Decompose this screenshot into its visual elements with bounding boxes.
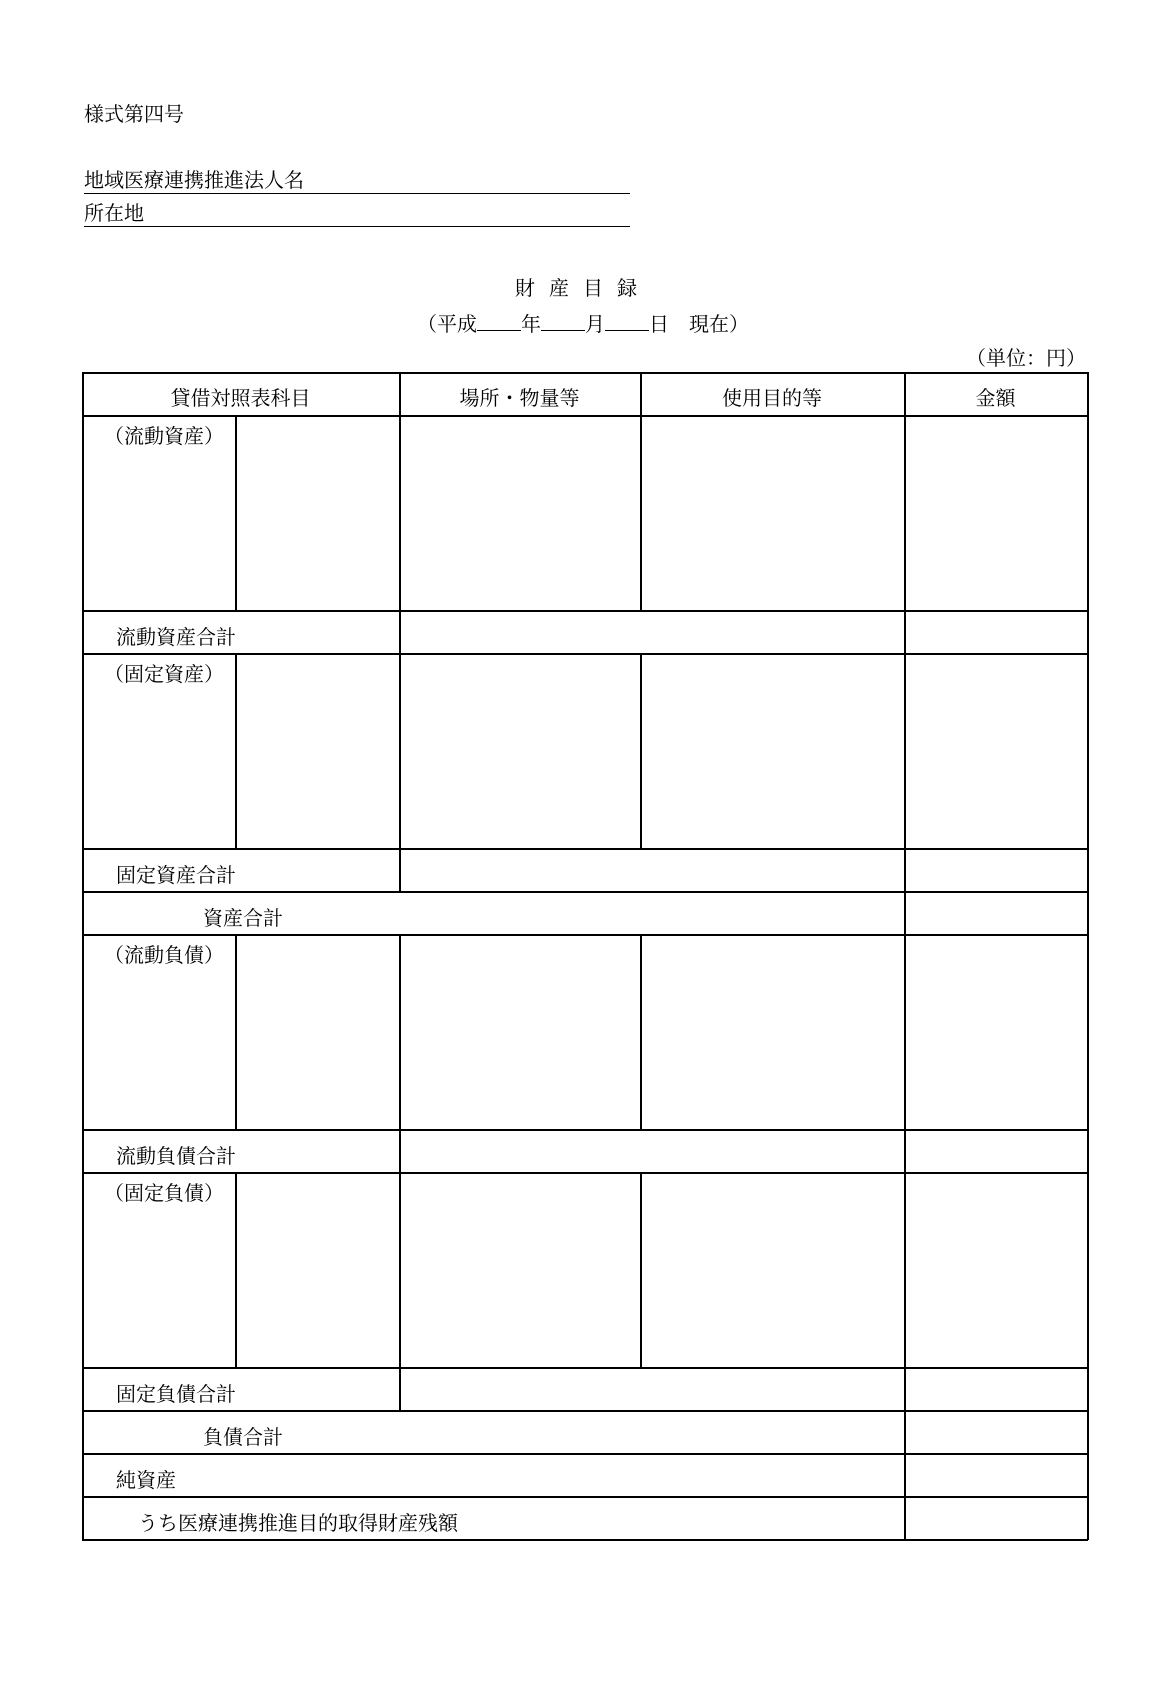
row-current-liabilities-total: 流動負債合計	[116, 1144, 236, 1168]
table-rule	[399, 934, 401, 1410]
table-rule	[235, 934, 237, 1129]
day-label: 日 現在）	[649, 312, 749, 336]
table-rule	[904, 372, 906, 1540]
table-rule	[640, 653, 642, 848]
month-label: 月	[585, 312, 605, 336]
date-open: （平成	[417, 312, 477, 336]
row-net-assets: 純資産	[116, 1468, 176, 1492]
table-rule	[82, 1453, 1088, 1455]
table-rule	[399, 372, 401, 891]
unit-label: （単位：円）	[966, 346, 1086, 370]
table-rule	[82, 1172, 1088, 1174]
table-rule	[82, 1539, 1088, 1541]
row-fixed-liabilities-total: 固定負債合計	[116, 1382, 236, 1406]
row-liabilities-total: 負債合計	[203, 1425, 283, 1449]
address-field[interactable]	[84, 198, 630, 227]
row-net-assets-sub: うち医療連携推進目的取得財産残額	[138, 1511, 458, 1535]
table-rule	[235, 653, 237, 848]
row-assets-total: 資産合計	[203, 906, 283, 930]
table-rule	[640, 1172, 642, 1367]
table-rule	[82, 891, 1088, 893]
column-header-account: 貸借対照表科目	[170, 386, 311, 410]
table-rule	[82, 1496, 1088, 1498]
month-blank[interactable]	[541, 312, 585, 331]
column-header-amount: 金額	[975, 386, 1016, 410]
table-rule	[82, 415, 1088, 417]
day-blank[interactable]	[605, 312, 649, 331]
table-rule	[82, 610, 1088, 612]
table-rule	[82, 1129, 1088, 1131]
table-rule	[82, 372, 1088, 374]
form-number: 様式第四号	[84, 102, 184, 126]
table-rule	[235, 1172, 237, 1367]
table-rule	[1087, 372, 1089, 1540]
table-rule	[82, 372, 84, 1540]
table-rule	[640, 934, 642, 1129]
table-rule	[82, 934, 1088, 936]
section-fixed-liabilities: （固定負債）	[104, 1181, 224, 1205]
year-label: 年	[521, 312, 541, 336]
table-rule	[82, 653, 1088, 655]
column-header-location: 場所・物量等	[459, 386, 580, 410]
corporation-name-field[interactable]	[84, 165, 630, 194]
section-fixed-assets: （固定資産）	[104, 662, 224, 686]
section-current-assets: （流動資産）	[104, 424, 224, 448]
document-title: 財産目録	[515, 276, 651, 300]
address-label: 所在地	[84, 201, 144, 225]
table-rule	[82, 1367, 1088, 1369]
row-fixed-assets-total: 固定資産合計	[116, 863, 236, 887]
table-rule	[82, 1410, 1088, 1412]
table-rule	[82, 848, 1088, 850]
table-rule	[235, 415, 237, 610]
year-blank[interactable]	[477, 312, 521, 331]
column-header-purpose: 使用目的等	[722, 386, 822, 410]
corporation-name-label: 地域医療連携推進法人名	[84, 168, 304, 192]
row-current-assets-total: 流動資産合計	[116, 625, 236, 649]
section-current-liabilities: （流動負債）	[104, 943, 224, 967]
date-line	[0, 308, 1166, 337]
